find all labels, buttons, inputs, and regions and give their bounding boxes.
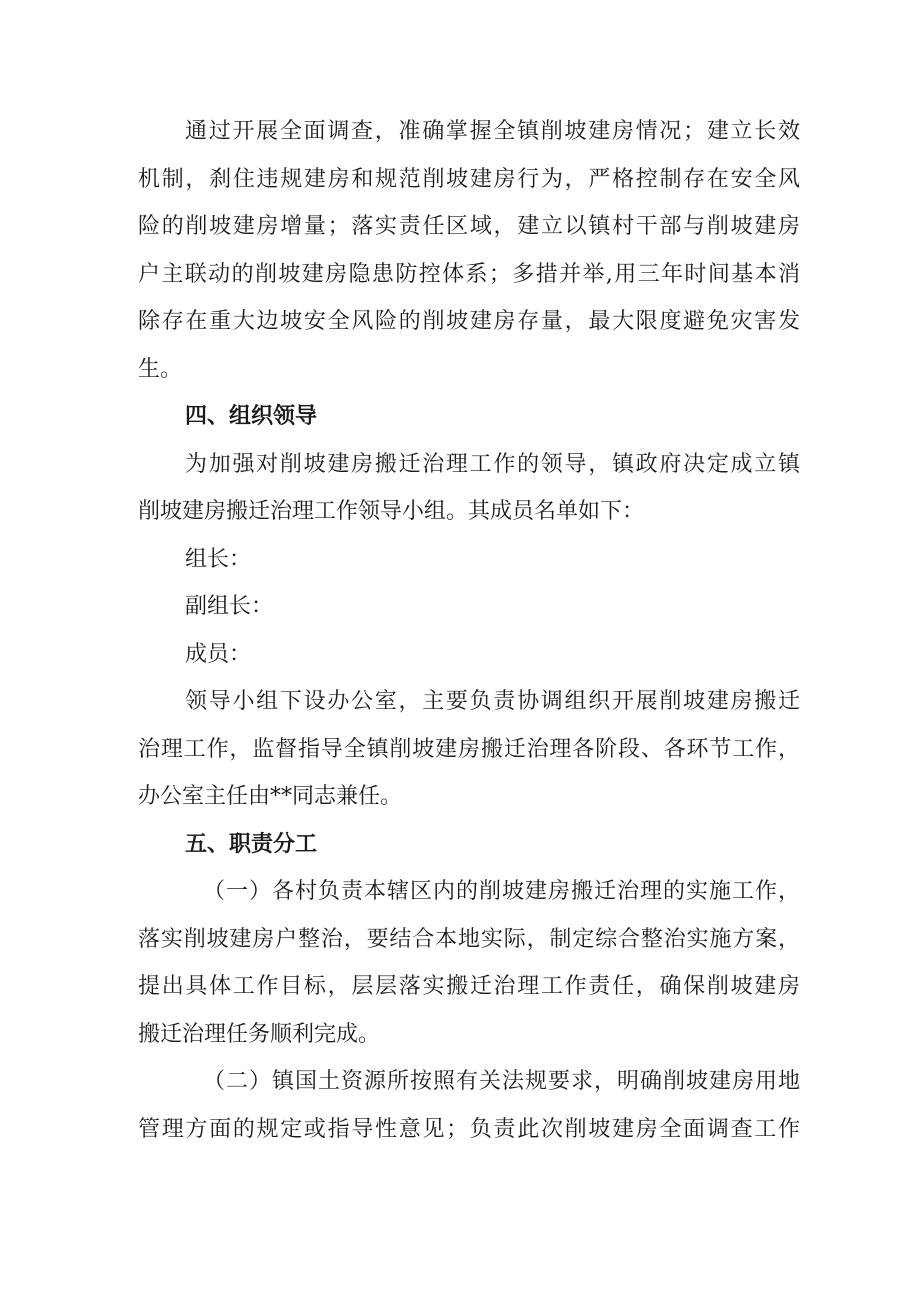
section-five-heading: 五、职责分工: [185, 831, 318, 857]
text-line: （一）各村负责本辖区内的削坡建房搬迁治理的实施工作，: [203, 879, 800, 904]
members-label: 成员：: [185, 641, 252, 667]
office-paragraph: [138, 678, 800, 821]
text-line: 险的削坡建房增量；落实责任区域，建立以镇村干部与削坡建房: [138, 214, 800, 239]
text-line: 管理方面的规定或指导性意见；负责此次削坡建房全面调查工作: [138, 1116, 800, 1142]
text-line: 削坡建房搬迁治理工作领导小组。其成员名单如下：: [138, 499, 645, 524]
duty-item-2: [138, 1058, 800, 1153]
section-four-heading: 四、组织领导: [185, 404, 318, 429]
text-line: 办公室主任由**同志兼任。: [138, 784, 403, 809]
text-line: 通过开展全面调查，准确掌握全镇削坡建房情况；建立长效: [185, 119, 800, 144]
text-line: 落实削坡建房户整治，要结合本地实际，制定综合整治实施方案，: [138, 926, 800, 952]
deputy-leader-label: 副组长：: [185, 594, 274, 619]
text-line: 为加强对削坡建房搬迁治理工作的领导，镇政府决定成立镇: [185, 451, 800, 477]
text-line: 搬迁治理任务顺利完成。: [138, 1021, 381, 1047]
text-line: 生。: [138, 356, 183, 382]
text-line: 领导小组下设办公室，主要负责协调组织开展削坡建房搬迁: [185, 689, 800, 714]
text-line: 户主联动的削坡建房隐患防控体系；多措并举,用三年时间基本消: [138, 261, 800, 287]
text-line: 机制，刹住违规建房和规范削坡建房行为，严格控制存在安全风: [138, 166, 800, 192]
text-line: （二）镇国土资源所按照有关法规要求，明确削坡建房用地: [203, 1069, 800, 1094]
text-line: 治理工作，监督指导全镇削坡建房搬迁治理各阶段、各环节工作，: [138, 736, 800, 762]
duty-item-1: [138, 868, 800, 1058]
text-line: 提出具体工作目标，层层落实搬迁治理工作责任，确保削坡建房: [138, 974, 800, 999]
text-line: 除存在重大边坡安全风险的削坡建房存量，最大限度避免灾害发: [138, 309, 800, 334]
section-four-intro: [138, 441, 800, 536]
goals-paragraph: [138, 108, 800, 393]
leader-label: 组长：: [185, 546, 252, 572]
document-page: [138, 108, 800, 1153]
